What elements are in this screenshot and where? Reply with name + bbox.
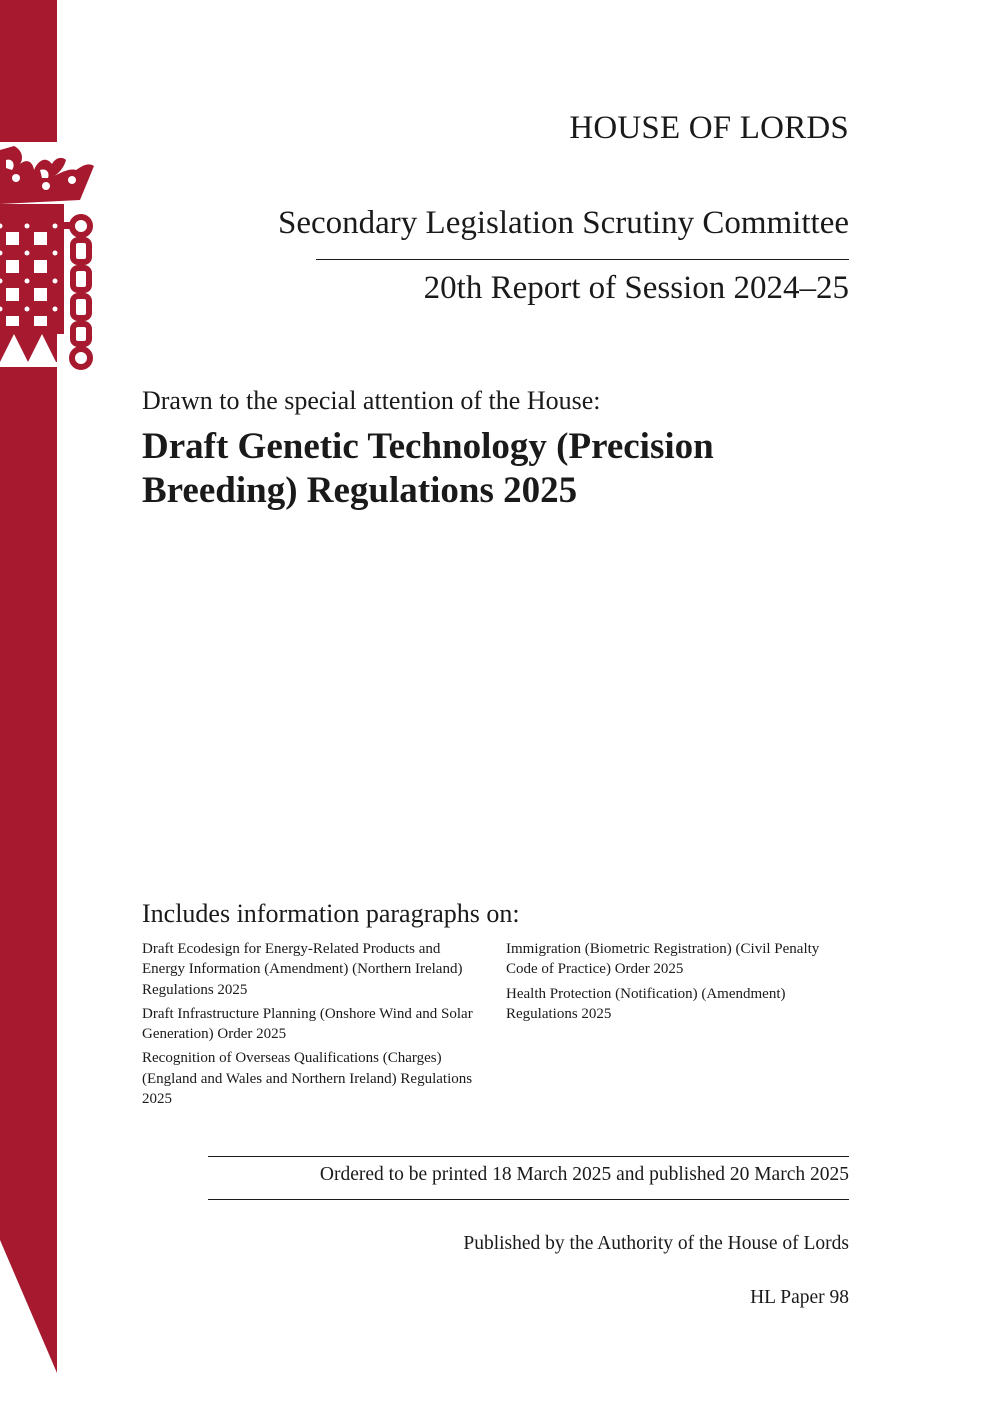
information-heading: Includes information paragraphs on: xyxy=(142,899,520,928)
footer-rule-top xyxy=(208,1156,849,1157)
information-item: Immigration (Biometric Registration) (Civil Penalty Code of Practice) Order 2025 xyxy=(506,941,820,978)
portcullis-crest-icon xyxy=(0,146,94,367)
report-title: Draft Genetic Technology (Precision Breeding) Regulations 2025 xyxy=(142,426,714,511)
header-rule xyxy=(316,259,849,260)
information-item: Recognition of Overseas Qualifications (Charges) (England and Wales and Northern Ireland) Regulations 2025 xyxy=(142,1050,473,1108)
ordered-printed: Ordered to be printed 18 March 2025 and published 20 March 2025 xyxy=(319,1164,849,1185)
footer-rule-bottom xyxy=(208,1199,849,1200)
information-item: Draft Infrastructure Planning (Onshore Wind and Solar Generation) Order 2025 xyxy=(142,1005,473,1043)
information-item: Health Protection (Notification) (Amendment) Regulations 2025 xyxy=(506,985,786,1022)
paper-number: HL Paper 98 xyxy=(750,1287,849,1308)
house-name: HOUSE OF LORDS xyxy=(569,110,849,146)
information-item: Draft Ecodesign for Energy-Related Products and Energy Information (Amendment) (Northern Ireland) Regulations 2025 xyxy=(142,941,463,998)
drawn-label: Drawn to the special attention of the House: xyxy=(142,386,601,415)
committee-name: Secondary Legislation Scrutiny Committee xyxy=(278,205,849,241)
published-by: Published by the Authority of the House of Lords xyxy=(463,1233,849,1254)
report-session: 20th Report of Session 2024–25 xyxy=(423,270,849,306)
red-sidebar-band xyxy=(0,0,100,1401)
information-list-right xyxy=(506,939,851,1028)
information-list-left xyxy=(142,939,487,1113)
